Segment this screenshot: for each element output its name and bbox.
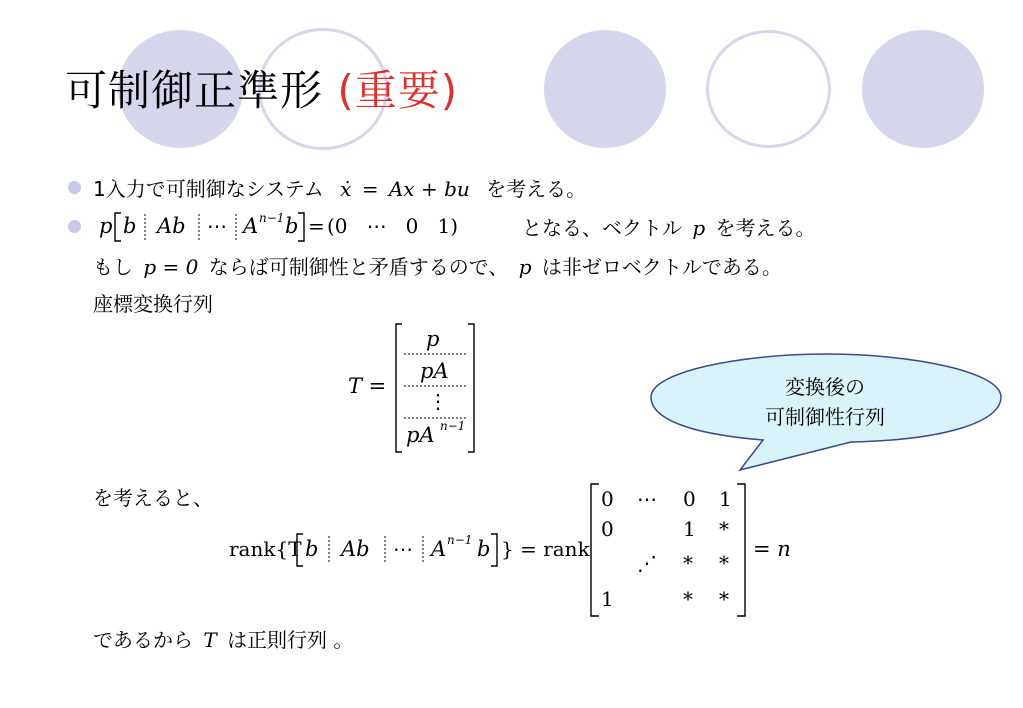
line-regular [93, 624, 353, 653]
m-0-0: 0 [601, 487, 614, 511]
rank-rhs: = n [753, 537, 791, 561]
rank-close: } = rank [501, 537, 590, 561]
decor-circle-4 [706, 30, 831, 148]
term-bu: bu [444, 177, 470, 201]
line3-post: は非ゼロベクトルである。 [541, 255, 782, 279]
T-row-4: pA [406, 423, 435, 447]
m-3-3: * [719, 587, 729, 611]
m-0-1: ⋯ [637, 487, 657, 511]
T-row-3: ⋮ [428, 389, 448, 413]
unit-row: (0 ⋯ 0 1) [327, 214, 458, 238]
A-var: A [243, 214, 259, 238]
rank-b: b [305, 537, 319, 561]
m-3-2: * [683, 587, 693, 611]
line-transform-matrix: 座標変換行列 [93, 292, 213, 316]
callout-line-2: 可制御性行列 [765, 405, 885, 429]
decor-circle-3 [544, 30, 666, 148]
rank-lhs: rank{T [229, 537, 302, 561]
rank-b2: b [477, 537, 491, 561]
line-nonzero [93, 251, 782, 280]
line6-post: は正則行列 。 [227, 628, 354, 652]
m-2-1: ⋰ [637, 551, 657, 575]
T-matrix [340, 318, 490, 458]
slide-title [65, 58, 458, 118]
rank-Ab: Ab [341, 537, 370, 561]
bullet-dot-2 [68, 220, 81, 233]
callout-line-1: 変換後の [785, 375, 865, 399]
m-1-2: 1 [683, 517, 696, 541]
rank-dots: ⋯ [393, 537, 413, 561]
p-var: p [99, 214, 113, 238]
T-var: T [203, 628, 217, 652]
plus-sign: + [420, 177, 438, 201]
line-considering: を考えると、 [93, 486, 213, 510]
T-row-4-exp: n−1 [440, 419, 466, 433]
bullet-dot-1 [68, 181, 81, 194]
m-0-3: 1 [719, 487, 732, 511]
title-important: (重要) [337, 66, 459, 115]
p-equals-zero: p = 0 [143, 255, 199, 279]
bullet-2-text [522, 212, 816, 241]
rank-exp: n−1 [447, 533, 473, 547]
controllability-row-equation [95, 204, 515, 246]
term-Ax: Ax [388, 177, 415, 201]
callout-text [715, 372, 935, 432]
m-2-3: * [719, 551, 729, 575]
line3-pre: もし [93, 255, 133, 279]
b-var: b [123, 214, 137, 238]
x-dot: ẋ [340, 177, 352, 201]
eq-sign-2: = [308, 214, 325, 238]
b-var-2: b [285, 214, 299, 238]
rank-equation [225, 474, 815, 624]
title-main: 可制御正準形 [65, 66, 324, 115]
T-row-2: pA [420, 359, 449, 383]
bullet-1 [93, 173, 586, 202]
p-var-3: p [518, 255, 532, 279]
m-3-0: 1 [601, 587, 614, 611]
m-0-2: 0 [683, 487, 696, 511]
m-1-3: * [719, 517, 729, 541]
bullet-2-text-2: を考える。 [715, 216, 816, 240]
bullet-1-prefix: 1入力で可制御なシステム [93, 177, 324, 201]
line3-mid: ならば可制御性と矛盾するので、 [208, 255, 509, 279]
rank-A: A [431, 537, 447, 561]
m-1-0: 0 [601, 517, 614, 541]
p-var-2: p [692, 216, 706, 240]
line6-pre: であるから [93, 628, 193, 652]
dots: ⋯ [207, 214, 227, 238]
T-lhs: T = [348, 374, 387, 398]
exponent: n−1 [259, 211, 285, 225]
Ab-var: Ab [157, 214, 186, 238]
decor-circle-5 [862, 30, 984, 148]
T-row-1: p [426, 327, 440, 351]
eq-sign: = [361, 177, 379, 201]
bullet-1-suffix: を考える。 [486, 177, 587, 201]
m-2-2: * [683, 551, 693, 575]
bullet-2-text-1: となる、ベクトル [522, 216, 682, 240]
